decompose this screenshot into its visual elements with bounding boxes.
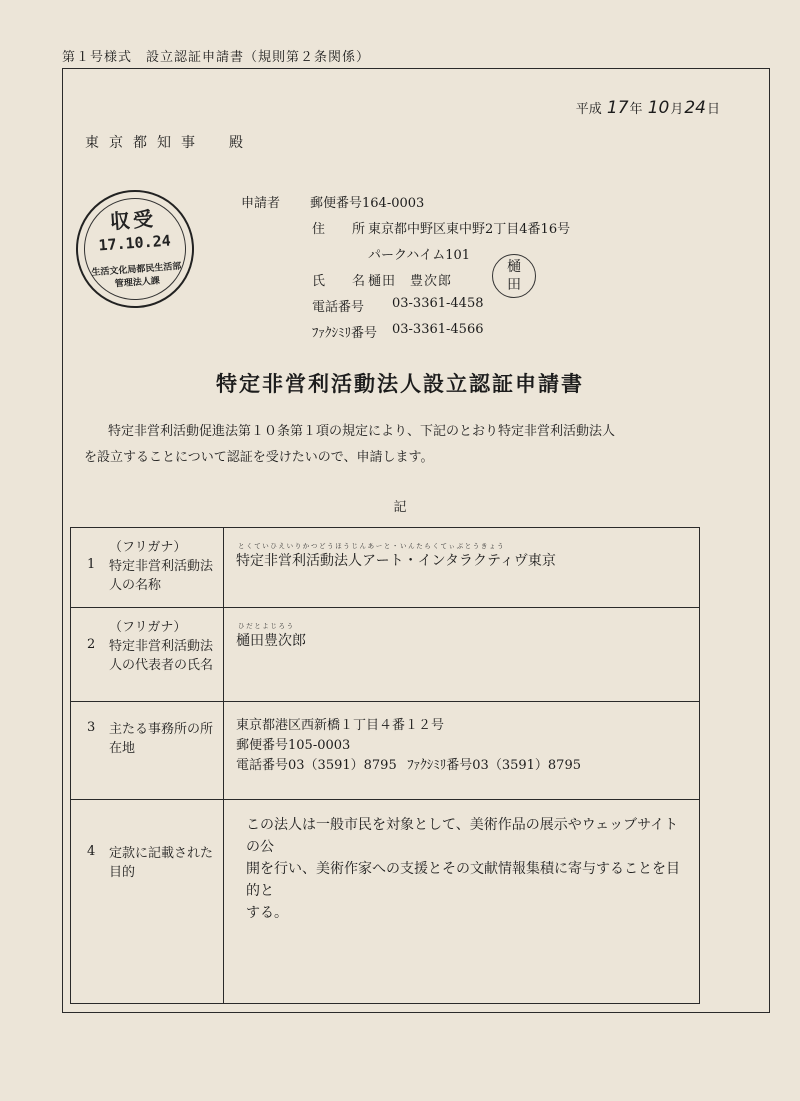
item-3-tel: 電話番号03（3591）8795 (236, 758, 397, 773)
item-1-value-cell (224, 528, 700, 608)
seal-char-2: 田 (507, 277, 521, 293)
date-year: 17 (606, 98, 629, 118)
stamp-dept-line2: 管理法人課 (114, 276, 161, 290)
item-4-purpose-line3: する。 (246, 905, 288, 921)
table-row (71, 702, 700, 800)
applicant-postal-code: 郵便番号164-0003 (310, 196, 425, 211)
item-1-value: 特定非営利活動法人アート・インタラクティヴ東京 (236, 553, 556, 569)
tel-label: 電話番号 (312, 300, 365, 315)
item-2-label-cell (71, 608, 224, 702)
item-3-value-cell (224, 702, 700, 800)
submission-date (576, 98, 720, 118)
addressee: 東京都知事 殿 (85, 135, 253, 151)
date-era: 平成 (575, 102, 602, 117)
date-year-unit: 年 (629, 102, 643, 117)
item-2-value: 樋田豊次郎 (236, 633, 306, 649)
items-table (70, 527, 700, 1004)
address-line1: 東京都中野区東中野2丁目4番16号 (368, 222, 571, 237)
stamp-dept-line1: 生活文化局都民生活部 (91, 261, 182, 279)
date-day: 24 (684, 98, 706, 118)
item-2-value-cell (224, 608, 700, 702)
name-label: 氏 名 (312, 274, 373, 289)
address-line2: パークハイム101 (368, 248, 471, 263)
seal-char-1: 樋 (507, 259, 521, 275)
body-text-line2: を設立することについて認証を受けたいので、申請します。 (84, 450, 434, 465)
document-title: 特定非営利活動法人設立認証申請書 (216, 372, 584, 396)
item-2-number: 2 (87, 637, 96, 652)
item-4-purpose-line1: この法人は一般市民を対象として、美術作品の展示やウェッブサイトの公 (246, 817, 679, 855)
stamp-date: 17.10.24 (97, 231, 172, 255)
date-day-unit: 日 (706, 102, 720, 117)
item-4-number: 4 (87, 844, 96, 859)
fax-label: ﾌｧｸｼﾐﾘ番号 (312, 326, 378, 341)
item-1-label: 特定非営利活動法人の名称 (109, 559, 214, 593)
item-3-postal: 郵便番号105-0003 (236, 738, 351, 753)
item-4-value-cell (224, 800, 700, 1004)
item-1-label-cell (71, 528, 224, 608)
item-4-label-cell (71, 800, 224, 1004)
item-4-purpose-line2: 開を行い、美術作家への支援とその文献情報集積に寄与することを目的と (246, 861, 680, 899)
item-3-label-cell (71, 702, 224, 800)
item-3-address: 東京都港区西新橋１丁目４番１２号 (236, 718, 445, 733)
ki-heading: 記 (393, 500, 407, 515)
item-2-ruby: ひだとよじろう (238, 622, 295, 630)
item-1-number: 1 (87, 557, 96, 572)
stamp-title: 収受 (109, 206, 157, 234)
item-3-fax: ﾌｧｸｼﾐﾘ番号03（3591）8795 (407, 758, 581, 773)
address-label: 住 所 (312, 222, 373, 237)
tel-value: 03-3361-4458 (392, 296, 484, 311)
item-3-label: 主たる事務所の所在地 (109, 722, 214, 756)
fax-value: 03-3361-4566 (392, 322, 484, 337)
body-text-line1: 特定非営利活動促進法第１０条第１項の規定により、下記のとおり特定非営利活動法人 (108, 424, 616, 439)
date-month-unit: 月 (670, 102, 684, 117)
applicant-name: 樋田 豊次郎 (368, 274, 453, 289)
item-4-label: 定款に記載された目的 (109, 846, 214, 880)
item-2-label: 特定非営利活動法人の代表者の氏名 (109, 639, 214, 673)
item-3-number: 3 (87, 720, 96, 735)
table-row (71, 800, 700, 1004)
table-row (71, 608, 700, 702)
item-2-furigana-label: （フリガナ） (109, 620, 187, 635)
form-label: 第１号様式 設立認証申請書（規則第２条関係） (62, 50, 371, 65)
date-month: 10 (647, 98, 670, 118)
personal-seal (492, 254, 536, 298)
table-row (71, 528, 700, 608)
item-1-ruby: とくていひえいりかつどうほうじんあーと・いんたらくてぃぶとうきょう (238, 542, 506, 550)
applicant-label: 申請者 (241, 196, 281, 211)
item-1-furigana-label: （フリガナ） (109, 540, 187, 555)
